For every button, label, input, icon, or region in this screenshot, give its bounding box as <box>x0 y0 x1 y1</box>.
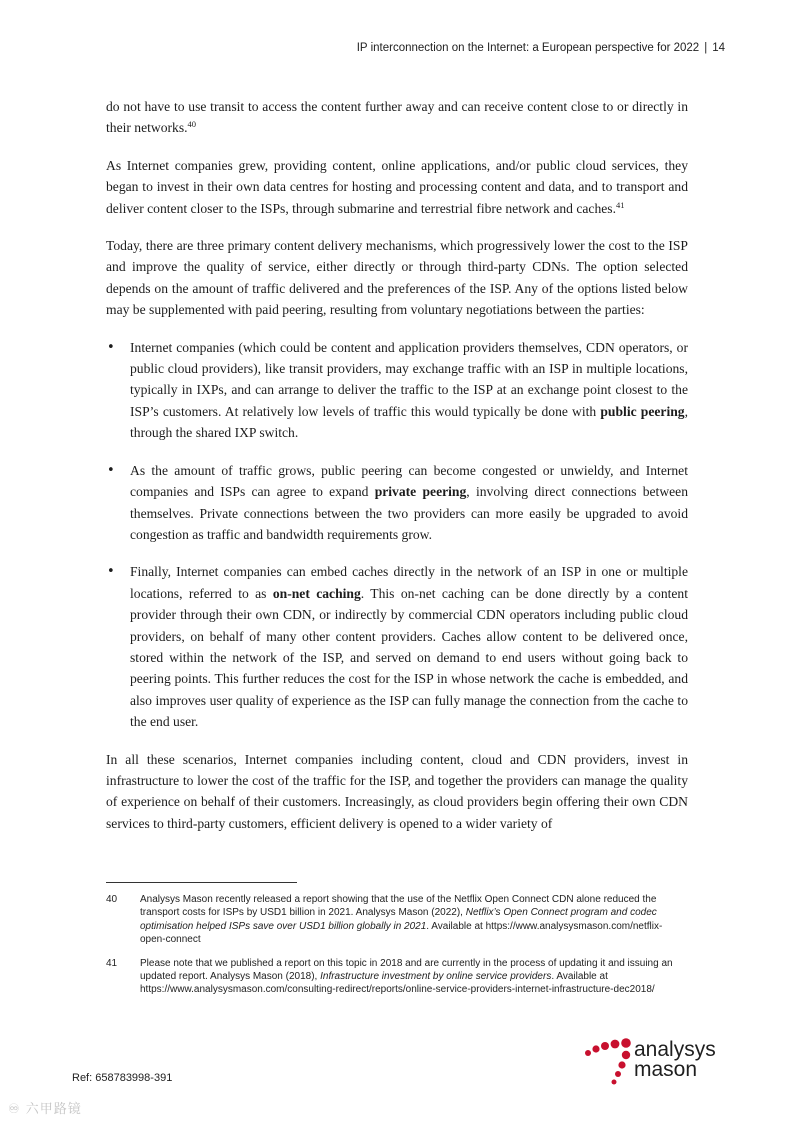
document-title: IP interconnection on the Internet: a European perspective for 2022 <box>356 42 700 54</box>
footnote-citation-title: Netflix’s Open Connect program and codec optimisation helped ISPs save over USD1 billion globally in 2021 <box>140 907 657 932</box>
footnote-citation-title: Infrastructure investment by online service providers <box>320 971 552 983</box>
public-peering-term: public peering <box>600 403 685 419</box>
header-separator: | <box>704 42 708 54</box>
list-item <box>106 561 688 732</box>
footnote-link-text[interactable]: . Available at https://www.analysysmason.com/consulting-redirect/reports/online-service-providers-internet-infrastructure-dec2018/ <box>140 971 655 996</box>
list-item-text: , through the shared IXP switch. <box>130 403 688 441</box>
paragraph-2 <box>106 155 688 219</box>
footnote-number: 40 <box>106 894 118 905</box>
on-net-caching-term: on-net caching <box>272 585 361 601</box>
footnote-40 <box>106 893 686 947</box>
paragraph-1 <box>106 96 688 139</box>
logo-wordmark <box>634 1040 716 1080</box>
bullet-icon: • <box>107 339 115 355</box>
body-text <box>106 96 688 850</box>
logo-dots-icon <box>584 1036 634 1088</box>
list-item-text: Internet companies (which could be content and application providers themselves, CDN operators, or public cloud providers), like transit providers, may exchange traffic with an ISP in multiple locations, typically in IXPs, and can arrange to deliver the traffic to the ISP at an exchange point closest to the ISP’s customers. At relatively low levels of traffic this would typically be done with <box>130 339 688 419</box>
list-item-text: , involving direct connections between themselves. Private connections between the two providers can more easily be upgraded to avoid congestion as traffic and bandwidth requirements grow. <box>130 484 689 542</box>
page-number: 14 <box>712 42 725 54</box>
paragraph-1-text: do not have to use transit to access the content further away and can receive content close to or directly in their networks. <box>106 99 688 136</box>
logo-line-1: analysys <box>634 1038 716 1061</box>
watermark: ♾ 六甲路镜 <box>8 1102 82 1117</box>
footnote-text: Please note that we published a report on this topic in 2018 and are currently in the process of updating it and issuing an updated report. Analysys Mason (2018), <box>140 957 673 983</box>
footnote-link-text[interactable]: . Available at https://www.analysysmason.com/netflix-open-connect <box>140 920 663 946</box>
page-header <box>357 42 725 54</box>
bullet-icon: • <box>107 564 115 580</box>
footnote-divider <box>106 882 297 883</box>
list-item-text: . This on-net caching can be done directly by a content provider through their own CDN, or indirectly by commercial CDN operators including public cloud providers, on behalf of many other content providers. Caches allow content to be delivered once, stored within the network of the ISP, and served on demand to end users without going back to peering points. This further reduces the cost for the ISP in whose network the cache is embedded, and also improves user quality of experience as the ISP can fully manage the connection from the cache to the end user. <box>130 585 689 730</box>
list-item <box>106 460 688 546</box>
footnote-ref-41[interactable]: 41 <box>615 199 625 210</box>
document-reference: Ref: 658783998-391 <box>72 1072 173 1084</box>
footnote-41 <box>106 957 686 997</box>
paragraph-3: Today, there are three primary content delivery mechanisms, which progressively lower the cost to the ISP and improve the quality of service, either directly or through third-party CDNs. The option selected depends on the amount of traffic delivered and the preferences of the ISP. Any of the options listed below may be supplemented with paid peering, resulting from voluntary negotiations between the parties: <box>106 238 688 318</box>
list-item-text: Finally, Internet companies can embed caches directly in the network of an ISP in one or multiple locations, referred to as <box>130 564 688 601</box>
list-item-text: As the amount of traffic grows, public peering can become congested or unwieldy, and Internet companies and ISPs can agree to expand <box>130 462 688 500</box>
delivery-mechanisms-list <box>106 337 688 733</box>
footnote-ref-40[interactable]: 40 <box>187 119 197 130</box>
private-peering-term: private peering <box>374 484 467 500</box>
list-item <box>106 337 688 444</box>
bullet-icon: • <box>107 462 115 478</box>
footnote-number: 41 <box>106 957 118 969</box>
logo-line-2: mason <box>634 1058 698 1081</box>
footnote-text: Analysys Mason recently released a report showing that the use of the Netflix Open Connect CDN alone reduced the transport costs for ISPs by USD1 billion in 2021. Analysys Mason (2022), <box>140 894 657 919</box>
paragraph-4: In all these scenarios, Internet companies including content, cloud and CDN providers, invest in infrastructure to lower the cost of the traffic for the ISP, and together the providers can manage the quality of experience on behalf of their customers. Increasingly, as cloud providers begin offering their own CDN services to third-party customers, efficient delivery is opened to a wider variety of <box>106 751 688 831</box>
analysys-mason-logo <box>584 1036 734 1088</box>
footnotes <box>106 893 686 1007</box>
paragraph-2-text: As Internet companies grew, providing content, online applications, and/or public cloud services, they began to invest in their own data centres for hosting and processing content and data, and to transport and deliver content closer to the ISPs, through submarine and terrestrial fibre network and caches. <box>106 157 688 216</box>
